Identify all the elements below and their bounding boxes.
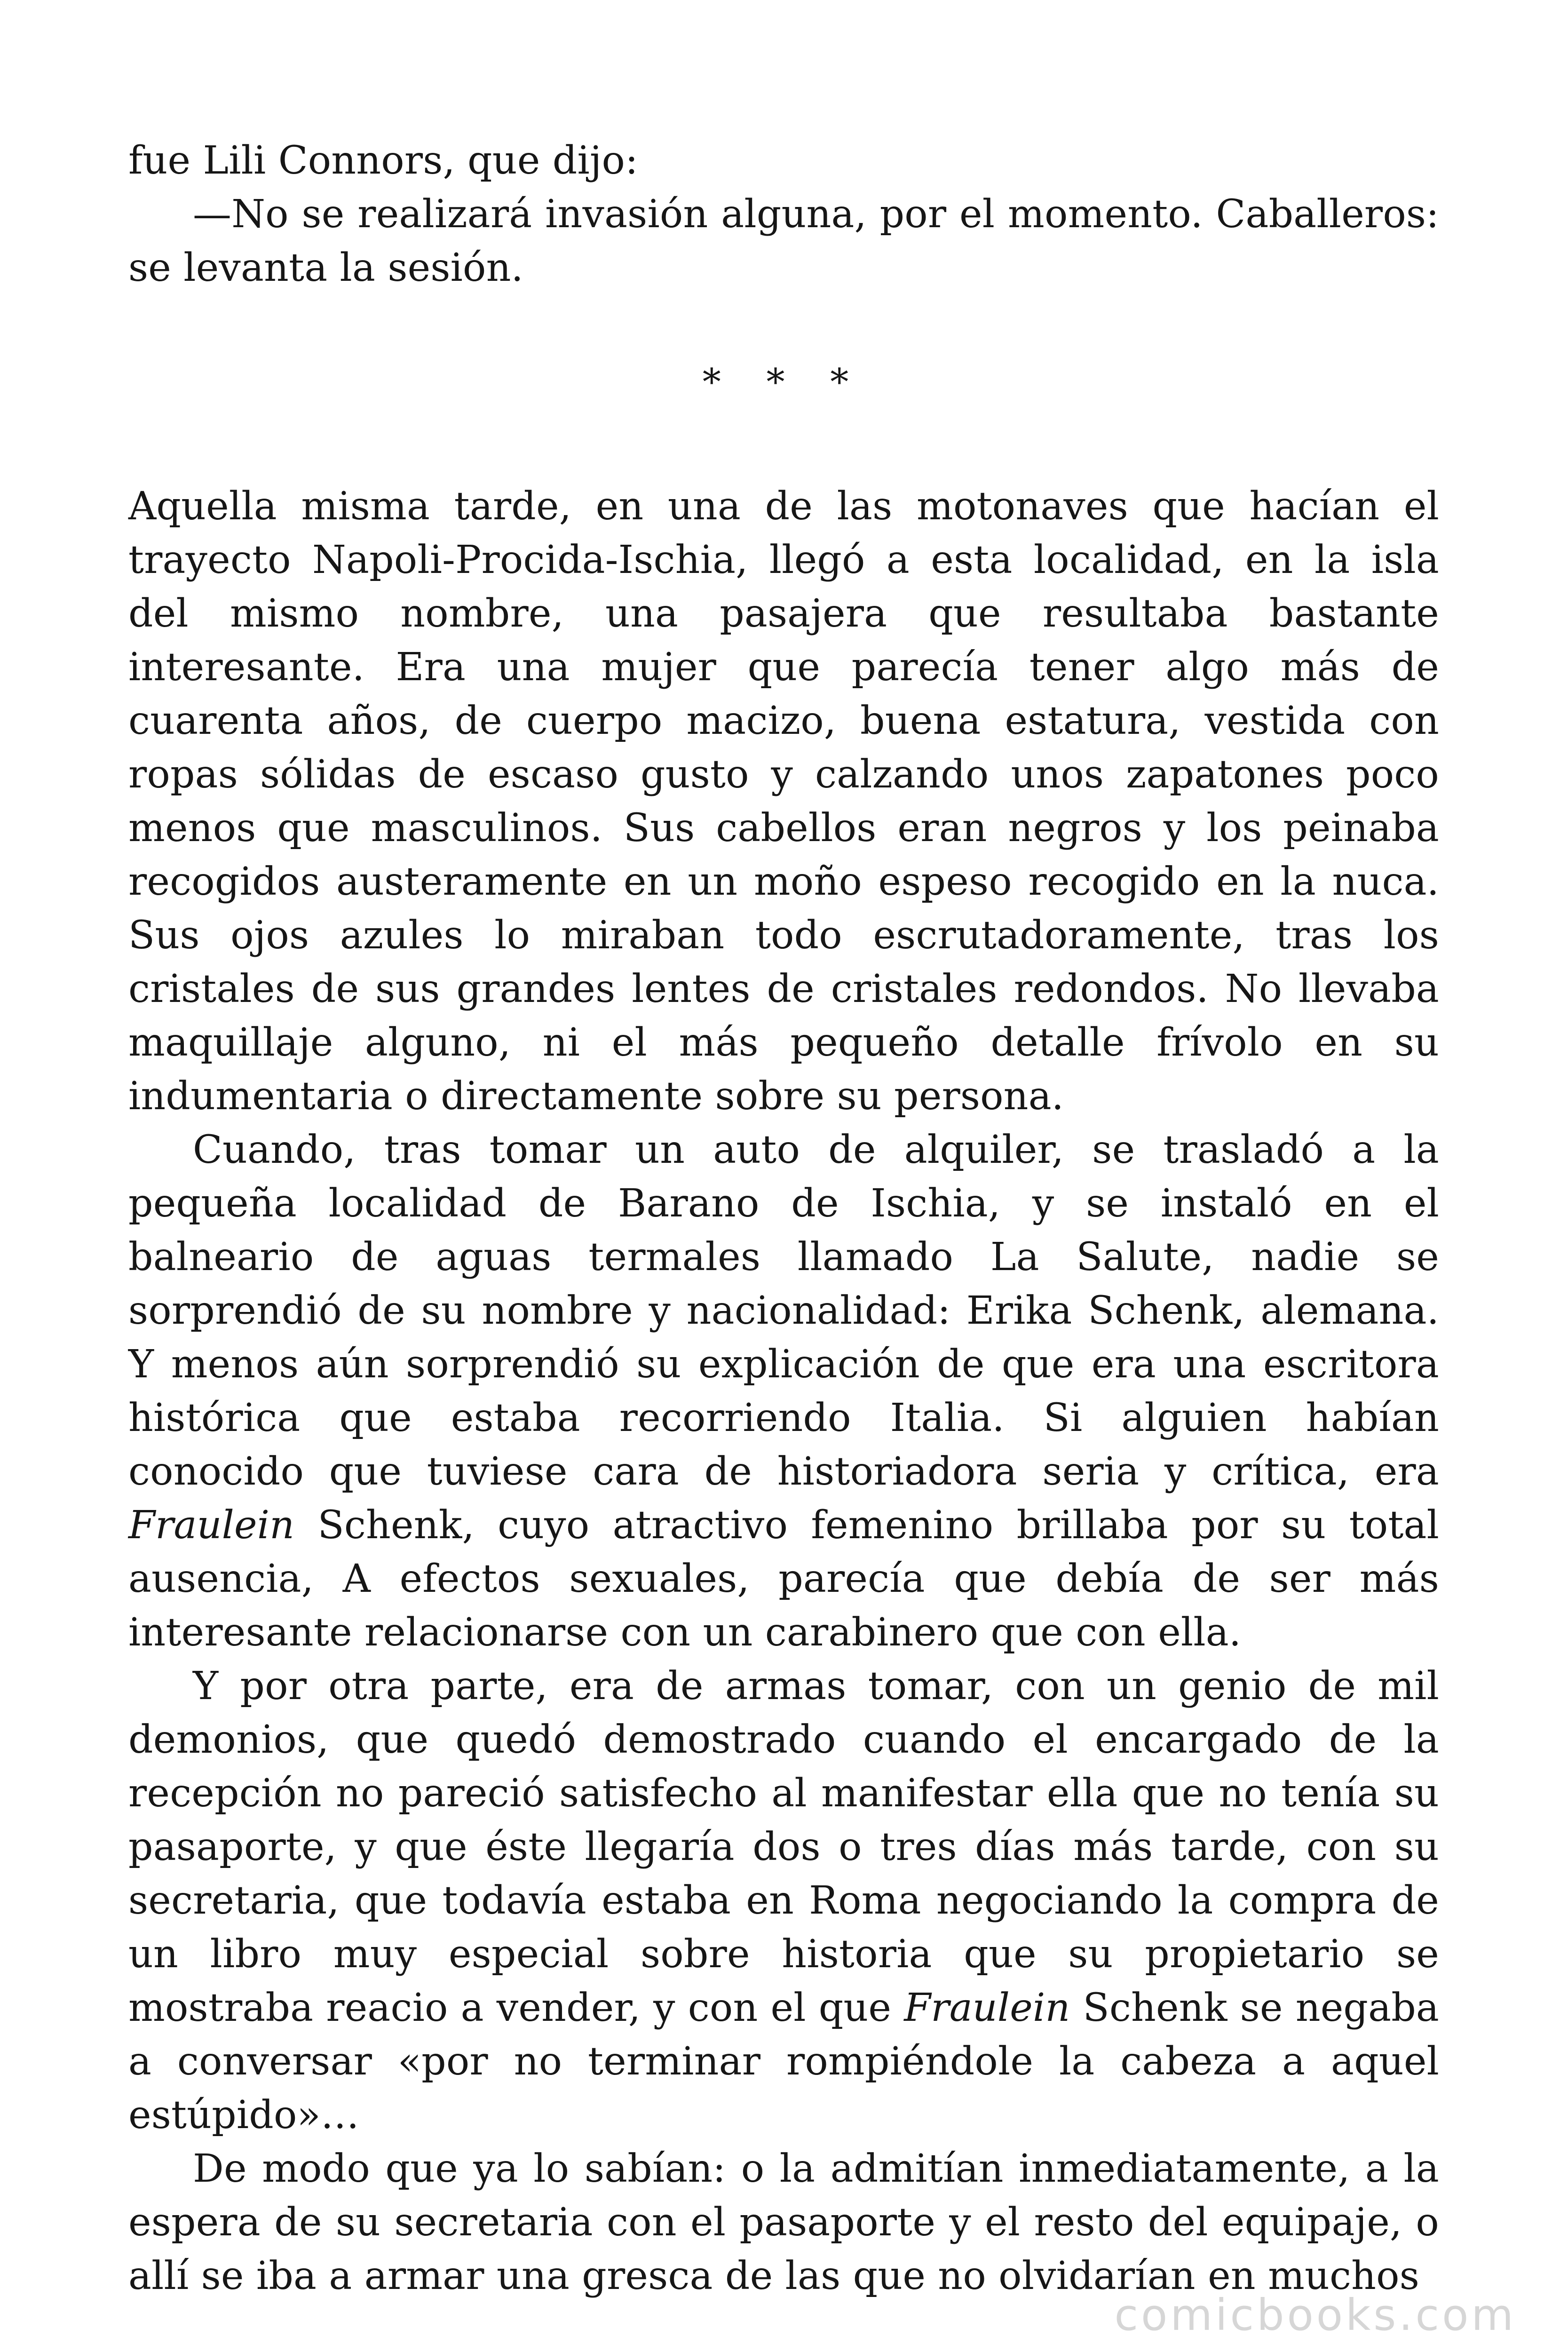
section-separator: * * * [702, 361, 866, 404]
text-block-main [128, 480, 1439, 2303]
paragraph-2-part-1: Cuando, tras tomar un auto de alquiler, se trasladó a la pequeña localidad de Barano de Ischia, y se instaló en el balneario de aguas termales llamado La Salute, nadie se sorprendió de su nombre y nacionalidad: Erika Schenk, alemana. Y menos aún sorprendió su explicación de que era una escritora histórica que estaba recorriendo Italia. Si alguien habían conocido que tuviese cara de historiadora seria y crítica, era [128, 1128, 1439, 1494]
paragraph-1: Aquella misma tarde, en una de las motonaves que hacían el trayecto Napoli-Procida-Ischia, llegó a esta localidad, en la isla del mismo nombre, una pasajera que resultaba bastante interesante. Era una mujer que parecía tener algo más de cuarenta años, de cuerpo macizo, buena estatura, vestida con ropas sólidas de escaso gusto y calzando unos zapatones poco menos que masculinos. Sus cabellos eran negros y los peinaba recogidos austeramente en un moño espeso recogido en la nuca. Sus ojos azules lo miraban todo escrutadoramente, tras los cristales de sus grandes lentes de cristales redondos. No llevaba maquillaje alguno, ni el más pequeño detalle frívolo en su indumentaria o directamente sobre su persona. [128, 484, 1439, 1119]
text-block-top [128, 134, 1439, 295]
watermark: comicbooks.com [1114, 2290, 1516, 2340]
paragraph-3-part-1: Y por otra parte, era de armas tomar, con un genio de mil demonios, que quedó demostrado cuando el encargado de la recepción no pareció satisfecho al manifestar ella que no tenía su pasaporte, y que éste llegaría dos o tres días más tarde, con su secretaria, que todavía estaba en Roma negociando la compra de un libro muy especial sobre historia que su propietario se mostraba reacio a vender, y con el que [128, 1664, 1439, 2030]
paragraph-2-part-2: Schenk, cuyo atractivo femenino brillaba por su total ausencia, A efectos sexuales, parecía que debía de ser más interesante relacionarse con un carabinero que con ella. [128, 1503, 1439, 1655]
paragraph-3-italic: Fraulein [904, 1986, 1070, 2030]
paragraph-3 [128, 1660, 1439, 2142]
paragraph-2-italic: Fraulein [128, 1503, 295, 1548]
paragraph-dialogue: —No se realizará invasión alguna, por el momento. Caballeros: se levanta la sesión. [128, 192, 1439, 290]
paragraph-continuation: fue Lili Connors, que dijo: [128, 138, 638, 183]
paragraph-3-part-2: Schenk se negaba a conversar «por no terminar rompiéndole la cabeza a aquel estúpido»… [128, 1986, 1439, 2137]
paragraph-4: De modo que ya lo sabían: o la admitían inmediatamente, a la espera de su secretaria con el pasaporte y el resto del equipaje, o allí se iba a armar una gresca de las que no olvidarían en muchos [128, 2146, 1439, 2298]
paragraph-2 [128, 1123, 1439, 1660]
